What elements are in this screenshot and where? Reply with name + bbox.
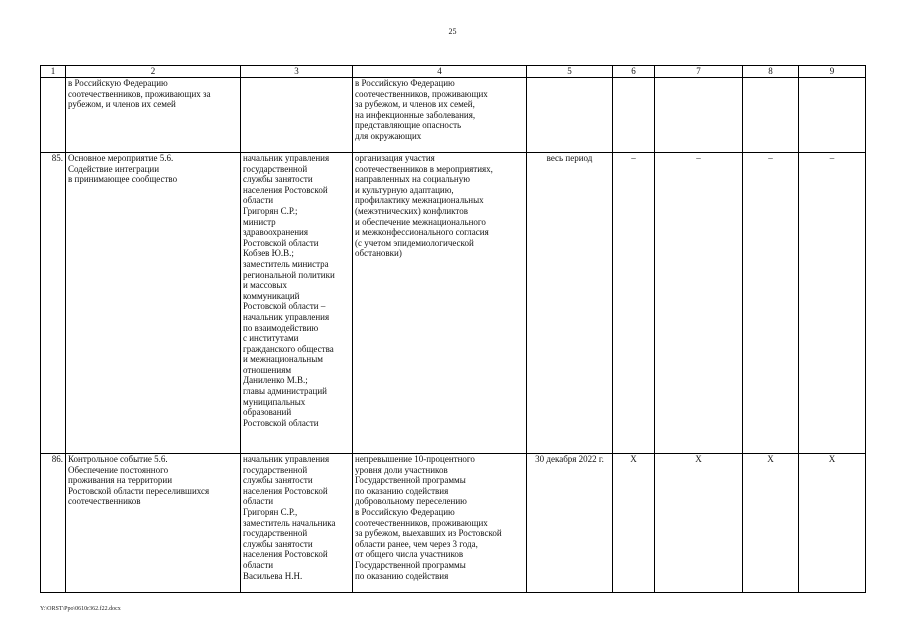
responsible-cell [241,78,353,153]
value-cell-7: – [655,153,743,454]
activity-name-cell: Контрольное событие 5.6. Обеспечение постоянного проживания на территории Ростовской области переселившихся соотечественников [66,454,241,593]
table-row [41,454,866,593]
column-number-cell: 3 [241,66,353,78]
column-number-cell: 5 [527,66,613,78]
column-number-cell: 9 [799,66,866,78]
column-number-cell: 6 [613,66,655,78]
responsible-cell: начальник управления государственной службы занятости населения Ростовской области Григорян С.Р.; министр здравоохранения Ростовской области Кобзев Ю.В.; заместитель министра региональной политики и массовых коммуникаций Ростовской области – начальник управления по взаимодействию с институтами гражданского общества и межнациональным отношениям Даниленко М.В.; главы администраций муниципальных образований Ростовской области [241,153,353,454]
value-cell-7: X [655,454,743,593]
value-cell-6: X [613,454,655,593]
document-file-path: Y:\ORST\Ppo\0610r362.f22.docx [40,606,121,612]
row-number-cell: 85. [41,153,66,454]
value-cell-8: X [743,454,799,593]
value-cell-7 [655,78,743,153]
plan-table [40,65,866,593]
column-number-cell: 4 [353,66,527,78]
responsible-cell: начальник управления государственной службы занятости населения Ростовской области Григорян С.Р., заместитель начальника государственной службы занятости населения Ростовской области Васильева Н.Н. [241,454,353,593]
column-number-header-row [41,66,866,78]
value-cell-9: X [799,454,866,593]
column-number-cell: 1 [41,66,66,78]
activity-name-cell: в Российскую Федерацию соотечественников, проживающих за рубежом, и членов их семей [66,78,241,153]
expected-result-cell: непревышение 10-процентного уровня доли участников Государственной программы по оказанию содействия добровольному переселению в Российскую Федерацию соотечественников, проживающих за рубежом, выехавших из Ростовской области ранее, чем через 3 года, от общего числа участников Государственной программы по оказанию содействия [353,454,527,593]
table-row [41,78,866,153]
expected-result-cell: в Российскую Федерацию соотечественников, проживающих за рубежом, и членов их семей, на инфекционные заболевания, представляющие опасность для окружающих [353,78,527,153]
value-cell-8 [743,78,799,153]
value-cell-8: – [743,153,799,454]
activity-name-cell: Основное мероприятие 5.6. Содействие интеграции в принимающее сообщество [66,153,241,454]
row-number-cell: 86. [41,454,66,593]
column-number-cell: 7 [655,66,743,78]
expected-result-cell: организация участия соотечественников в мероприятиях, направленных на социальную и культурную адаптацию, профилактику межнациональных (межэтнических) конфликтов и обеспечение межнационального и межконфессионального согласия (с учетом эпидемиологической обстановки) [353,153,527,454]
column-number-cell: 2 [66,66,241,78]
column-number-cell: 8 [743,66,799,78]
deadline-cell: весь период [527,153,613,454]
value-cell-6 [613,78,655,153]
value-cell-6: – [613,153,655,454]
value-cell-9: – [799,153,866,454]
deadline-cell [527,78,613,153]
deadline-cell: 30 декабря 2022 г. [527,454,613,593]
table-row [41,153,866,454]
row-number-cell [41,78,66,153]
value-cell-9 [799,78,866,153]
page-number: 25 [448,27,457,36]
